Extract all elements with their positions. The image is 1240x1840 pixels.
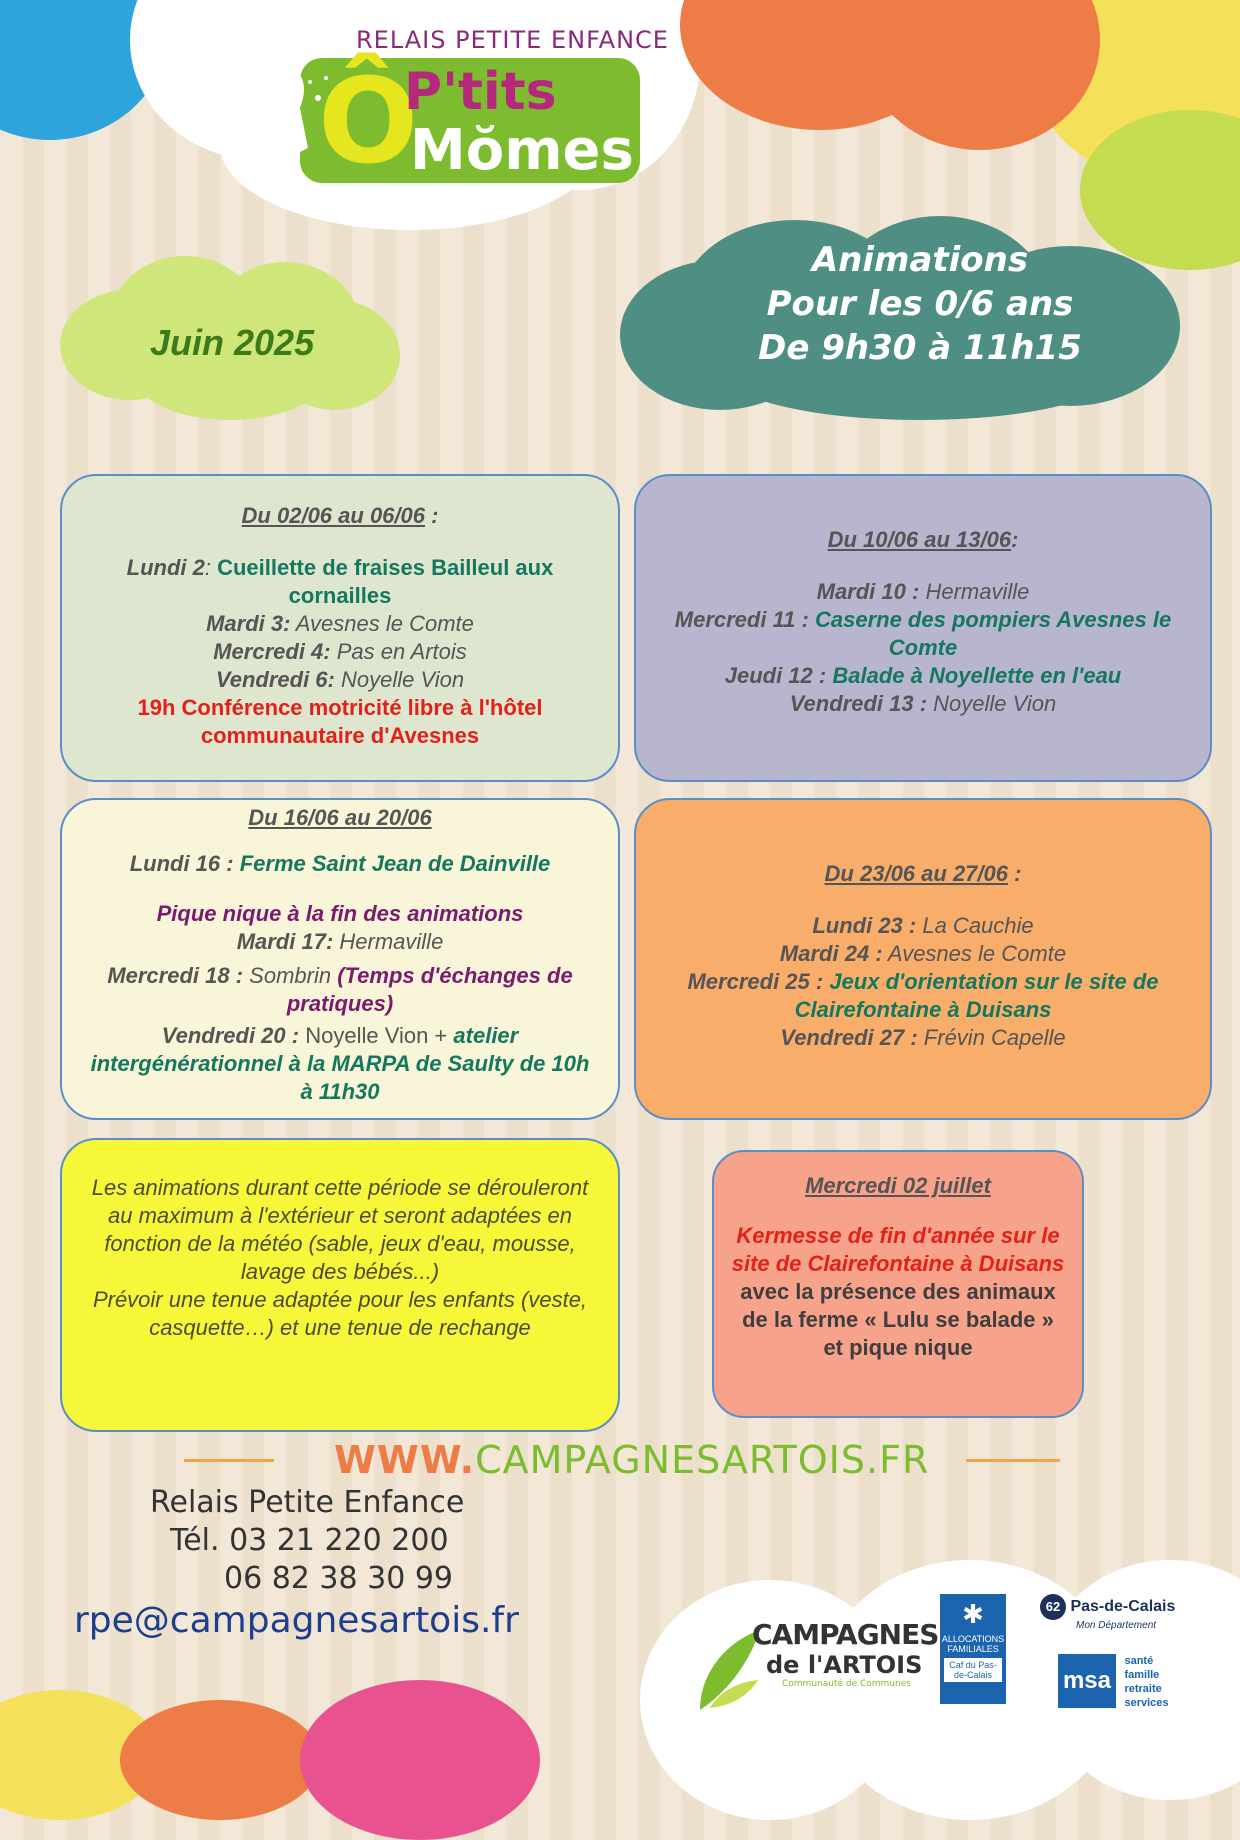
day-location: Avesnes le Comte (882, 941, 1067, 966)
day-activity: atelier intergénérationnel à la MARPA de Saulty de 10h à 11h30 (90, 1023, 590, 1104)
contact-email[interactable]: rpe@campagnesartois.fr (74, 1600, 519, 1641)
week-header: Du 10/06 au 13/06 (827, 527, 1012, 552)
divider-right (966, 1459, 1060, 1462)
animations-hours: De 9h30 à 11h15 (758, 328, 1082, 368)
day-location: Hermaville (333, 929, 444, 954)
day-activity: Balade à Noyellette en l'eau (826, 663, 1122, 688)
caf-logo: ✱ ALLOCATIONS FAMILIALES Caf du Pas-de-Calais (940, 1594, 1006, 1704)
caf-emblem-icon: ✱ (962, 1599, 984, 1629)
day-location: Pas en Artois (330, 639, 467, 664)
day-location: Avesnes le Comte (290, 611, 474, 636)
week-panel-3 (60, 798, 620, 1120)
day-activity: Jeux d'orientation sur le site de Clairefontaine à Duisans (794, 969, 1159, 1022)
day-label: Vendredi 20 : (161, 1023, 300, 1048)
week-header: Du 16/06 au 20/06 (248, 805, 432, 830)
contact-name: Relais Petite Enfance (150, 1485, 465, 1520)
day-location: Noyelle Vion (927, 691, 1057, 716)
day-label: Mardi 3: (206, 611, 291, 636)
day-label: Mercredi 4: (213, 639, 331, 664)
contact-phone: Tél. 03 21 220 200 (170, 1523, 449, 1558)
day-label: Lundi 16 : (129, 851, 234, 876)
day-location: Sombrin (243, 963, 338, 988)
logo-o: Ô (318, 52, 419, 190)
note-text: Les animations durant cette période se dérouleront au maximum à l'extérieur et seront adaptées en fonction de la météo (sable, jeux d'eau, mousse, lavage des bébés...) (91, 1175, 589, 1284)
logo-momes: Mŏmes (410, 118, 634, 183)
day-label: Vendredi 27 : (780, 1025, 918, 1050)
day-label: Mardi 17: (236, 929, 334, 954)
logo-ptits: P'tits (404, 62, 557, 122)
day-activity: Caserne des pompiers Avesnes le Comte (808, 607, 1172, 660)
day-location: La Cauchie (916, 913, 1034, 938)
day-label: Vendredi 13 : (789, 691, 928, 716)
contact-block (150, 1484, 464, 1598)
day-label: Mercredi 11 : (674, 607, 809, 632)
day-location: Noyelle Vion + (299, 1023, 454, 1048)
pdc-badge: 62 (1040, 1594, 1066, 1620)
day-label: Mercredi 18 : (107, 963, 244, 988)
day-label: Jeudi 12 : (724, 663, 827, 688)
week-panel-4: Du 23/06 au 27/06 : Lundi 23 : La Cauchie Mardi 24 : Avesnes le Comte Mercredi 25 : Jeux d'orientation sur le site de Clairefontaine à Duisans Vendredi 27 : Frévin Capelle (634, 798, 1212, 1120)
pas-de-calais-logo: 62 Pas-de-Calais Mon Département (1040, 1594, 1175, 1631)
contact-phone-2: 06 82 38 30 99 (224, 1561, 454, 1596)
week-header: Du 02/06 au 06/06 (241, 503, 425, 528)
day-label: Lundi 2 (126, 555, 205, 580)
july-event: Kermesse de fin d'année sur le site de Clairefontaine à Duisans (731, 1223, 1065, 1276)
week-panel-2: Du 10/06 au 13/06: Mardi 10 : Hermaville Mercredi 11 : Caserne des pompiers Avesnes le Comte Jeudi 12 : Balade à Noyellette en l'eau Vendredi 13 : Noyelle Vion (634, 474, 1212, 782)
july-event-panel (712, 1150, 1084, 1418)
website-link[interactable]: WWW.CAMPAGNESARTOIS.FR (334, 1438, 930, 1482)
day-activity: Ferme Saint Jean de Dainville (233, 851, 551, 876)
msa-logo: msa santé famille retraite services (1058, 1654, 1169, 1710)
july-header: Mercredi 02 juillet (805, 1173, 991, 1198)
animations-info (620, 238, 1220, 370)
divider-left (184, 1459, 274, 1462)
msa-mark: msa (1058, 1654, 1116, 1708)
campagnes-artois-logo: CAMPAGNES de l'ARTOIS Communauté de Communes (752, 1618, 939, 1689)
picnic-note: Pique nique à la fin des animations (156, 901, 524, 926)
logo-subtitle: RELAIS PETITE ENFANCE (356, 26, 669, 54)
month-title: Juin 2025 (150, 322, 315, 363)
day-location: Hermaville (919, 579, 1030, 604)
animations-age: Pour les 0/6 ans (766, 284, 1074, 324)
day-label: Mardi 10 : (816, 579, 920, 604)
day-location: Noyelle Vion (334, 667, 465, 692)
day-label: Vendredi 6: (215, 667, 335, 692)
note-clothing: Prévoir une tenue adaptée pour les enfants (veste, casquette…) et une tenue de rechange (92, 1287, 588, 1340)
day-label: Mercredi 25 : (687, 969, 824, 994)
day-label: Lundi 23 : (812, 913, 917, 938)
week-panel-1: Du 02/06 au 06/06 : Lundi 2: Cueillette de fraises Bailleul aux cornailles Mardi 3: Avesnes le Comte Mercredi 4: Pas en Artois Vendredi 6: Noyelle Vion 19h Conférence motricité libre à l'hôtel communautaire d'Avesnes (60, 474, 620, 782)
animations-title: Animations (811, 240, 1029, 280)
week-header: Du 23/06 au 27/06 (824, 861, 1008, 886)
july-details: avec la présence des animaux de la ferme « Lulu se balade » et pique nique (740, 1279, 1056, 1360)
day-activity: Cueillette de fraises Bailleul aux cornailles (217, 555, 554, 608)
day-location: Frévin Capelle (917, 1025, 1066, 1050)
day-activity: (Temps d'échanges de pratiques) (286, 963, 573, 1016)
day-label: Mardi 24 : (779, 941, 883, 966)
note-panel (60, 1138, 620, 1432)
conference-event: 19h Conférence motricité libre à l'hôtel communautaire d'Avesnes (137, 695, 543, 748)
